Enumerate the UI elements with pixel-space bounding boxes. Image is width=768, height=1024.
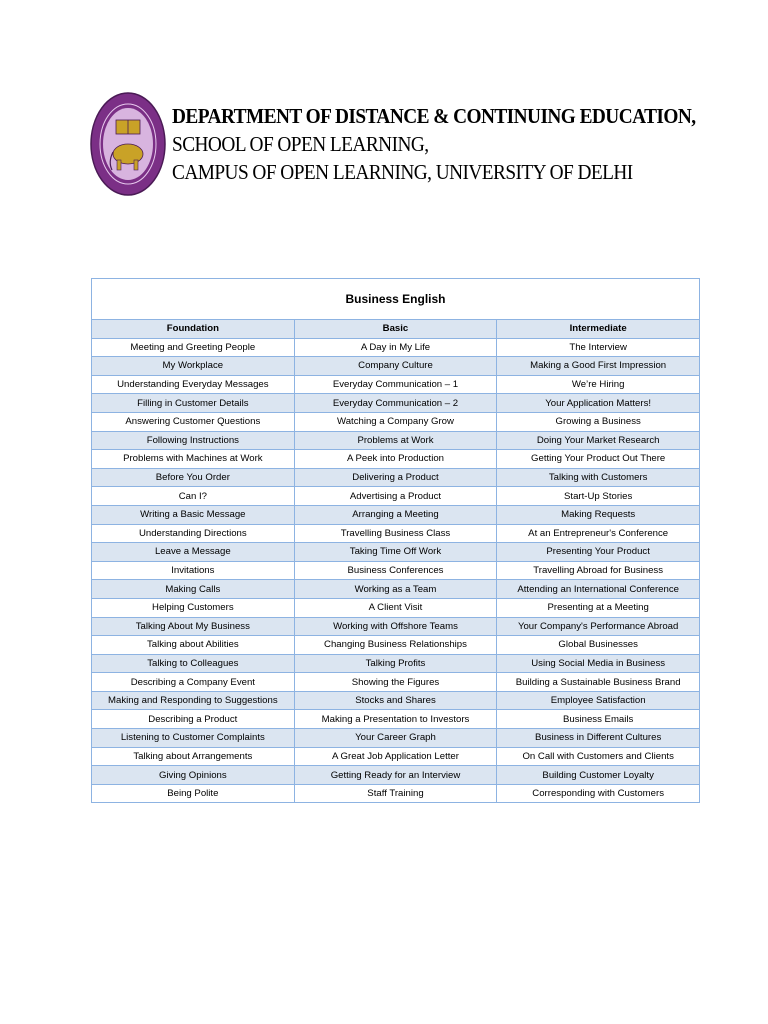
foundation-cell: Following Instructions	[92, 431, 295, 450]
basic-cell: Stocks and Shares	[294, 691, 497, 710]
intermediate-cell: Attending an International Conference	[497, 580, 700, 599]
basic-cell: Your Career Graph	[294, 729, 497, 748]
intermediate-cell: Building a Sustainable Business Brand	[497, 673, 700, 692]
basic-cell: Taking Time Off Work	[294, 543, 497, 562]
table-row	[92, 524, 700, 543]
foundation-cell: My Workplace	[92, 357, 295, 376]
foundation-cell: Describing a Company Event	[92, 673, 295, 692]
foundation-cell: Listening to Customer Complaints	[92, 729, 295, 748]
intermediate-cell: Presenting Your Product	[497, 543, 700, 562]
column-header-intermediate: Intermediate	[497, 320, 700, 339]
campus-title: CAMPUS OF OPEN LEARNING, UNIVERSITY OF DELHI	[172, 160, 633, 184]
page-header	[90, 92, 696, 197]
intermediate-cell: Corresponding with Customers	[497, 784, 700, 803]
table-row	[92, 561, 700, 580]
basic-cell: Problems at Work	[294, 431, 497, 450]
foundation-cell: Helping Customers	[92, 598, 295, 617]
table-row	[92, 617, 700, 636]
table-row	[92, 729, 700, 748]
table-row	[92, 431, 700, 450]
foundation-cell: Talking About My Business	[92, 617, 295, 636]
department-title: DEPARTMENT OF DISTANCE & CONTINUING EDUCATION,	[172, 104, 696, 128]
foundation-cell: Making and Responding to Suggestions	[92, 691, 295, 710]
intermediate-cell: We’re Hiring	[497, 375, 700, 394]
intermediate-cell: On Call with Customers and Clients	[497, 747, 700, 766]
intermediate-cell: Employee Satisfaction	[497, 691, 700, 710]
basic-cell: Showing the Figures	[294, 673, 497, 692]
intermediate-cell: At an Entrepreneur's Conference	[497, 524, 700, 543]
basic-cell: A Great Job Application Letter	[294, 747, 497, 766]
basic-cell: A Day in My Life	[294, 338, 497, 357]
intermediate-cell: Global Businesses	[497, 636, 700, 655]
foundation-cell: Understanding Everyday Messages	[92, 375, 295, 394]
intermediate-cell: Getting Your Product Out There	[497, 450, 700, 469]
table-row	[92, 691, 700, 710]
basic-cell: Watching a Company Grow	[294, 412, 497, 431]
school-title: SCHOOL OF OPEN LEARNING,	[172, 132, 429, 156]
header-text	[172, 102, 741, 186]
intermediate-cell: Your Application Matters!	[497, 394, 700, 413]
basic-cell: Advertising a Product	[294, 487, 497, 506]
table-row	[92, 766, 700, 785]
intermediate-cell: Presenting at a Meeting	[497, 598, 700, 617]
table-row	[92, 375, 700, 394]
table-row	[92, 394, 700, 413]
intermediate-cell: Talking with Customers	[497, 468, 700, 487]
table-row	[92, 710, 700, 729]
intermediate-cell: Your Company's Performance Abroad	[497, 617, 700, 636]
intermediate-cell: Making Requests	[497, 505, 700, 524]
table-body	[92, 338, 700, 803]
basic-cell: A Client Visit	[294, 598, 497, 617]
intermediate-cell: Travelling Abroad for Business	[497, 561, 700, 580]
foundation-cell: Answering Customer Questions	[92, 412, 295, 431]
foundation-cell: Giving Opinions	[92, 766, 295, 785]
course-table-container	[91, 278, 700, 803]
intermediate-cell: Building Customer Loyalty	[497, 766, 700, 785]
foundation-cell: Problems with Machines at Work	[92, 450, 295, 469]
foundation-cell: Making Calls	[92, 580, 295, 599]
foundation-cell: Understanding Directions	[92, 524, 295, 543]
table-row	[92, 747, 700, 766]
basic-cell: Working with Offshore Teams	[294, 617, 497, 636]
basic-cell: Making a Presentation to Investors	[294, 710, 497, 729]
foundation-cell: Writing a Basic Message	[92, 505, 295, 524]
course-table	[91, 319, 700, 803]
table-row	[92, 654, 700, 673]
university-seal-icon	[90, 92, 166, 197]
table-row	[92, 412, 700, 431]
foundation-cell: Leave a Message	[92, 543, 295, 562]
intermediate-cell: Making a Good First Impression	[497, 357, 700, 376]
basic-cell: Staff Training	[294, 784, 497, 803]
table-row	[92, 598, 700, 617]
table-title: Business English	[91, 278, 700, 319]
table-row	[92, 468, 700, 487]
table-row	[92, 580, 700, 599]
intermediate-cell: Business in Different Cultures	[497, 729, 700, 748]
table-row	[92, 784, 700, 803]
table-row	[92, 357, 700, 376]
column-header-basic: Basic	[294, 320, 497, 339]
foundation-cell: Talking about Abilities	[92, 636, 295, 655]
foundation-cell: Invitations	[92, 561, 295, 580]
basic-cell: Business Conferences	[294, 561, 497, 580]
intermediate-cell: Growing a Business	[497, 412, 700, 431]
basic-cell: Working as a Team	[294, 580, 497, 599]
intermediate-cell: The Interview	[497, 338, 700, 357]
column-header-foundation: Foundation	[92, 320, 295, 339]
foundation-cell: Describing a Product	[92, 710, 295, 729]
basic-cell: Getting Ready for an Interview	[294, 766, 497, 785]
table-row	[92, 673, 700, 692]
basic-cell: Travelling Business Class	[294, 524, 497, 543]
intermediate-cell: Business Emails	[497, 710, 700, 729]
foundation-cell: Meeting and Greeting People	[92, 338, 295, 357]
basic-cell: Company Culture	[294, 357, 497, 376]
intermediate-cell: Using Social Media in Business	[497, 654, 700, 673]
table-row	[92, 636, 700, 655]
table-row	[92, 505, 700, 524]
basic-cell: Arranging a Meeting	[294, 505, 497, 524]
basic-cell: Delivering a Product	[294, 468, 497, 487]
intermediate-cell: Start-Up Stories	[497, 487, 700, 506]
foundation-cell: Talking to Colleagues	[92, 654, 295, 673]
table-row	[92, 450, 700, 469]
basic-cell: A Peek into Production	[294, 450, 497, 469]
intermediate-cell: Doing Your Market Research	[497, 431, 700, 450]
foundation-cell: Filling in Customer Details	[92, 394, 295, 413]
foundation-cell: Can I?	[92, 487, 295, 506]
foundation-cell: Talking about Arrangements	[92, 747, 295, 766]
foundation-cell: Before You Order	[92, 468, 295, 487]
basic-cell: Everyday Communication – 1	[294, 375, 497, 394]
table-row	[92, 543, 700, 562]
table-header-row	[92, 320, 700, 339]
table-row	[92, 338, 700, 357]
basic-cell: Changing Business Relationships	[294, 636, 497, 655]
table-row	[92, 487, 700, 506]
basic-cell: Talking Profits	[294, 654, 497, 673]
basic-cell: Everyday Communication – 2	[294, 394, 497, 413]
foundation-cell: Being Polite	[92, 784, 295, 803]
